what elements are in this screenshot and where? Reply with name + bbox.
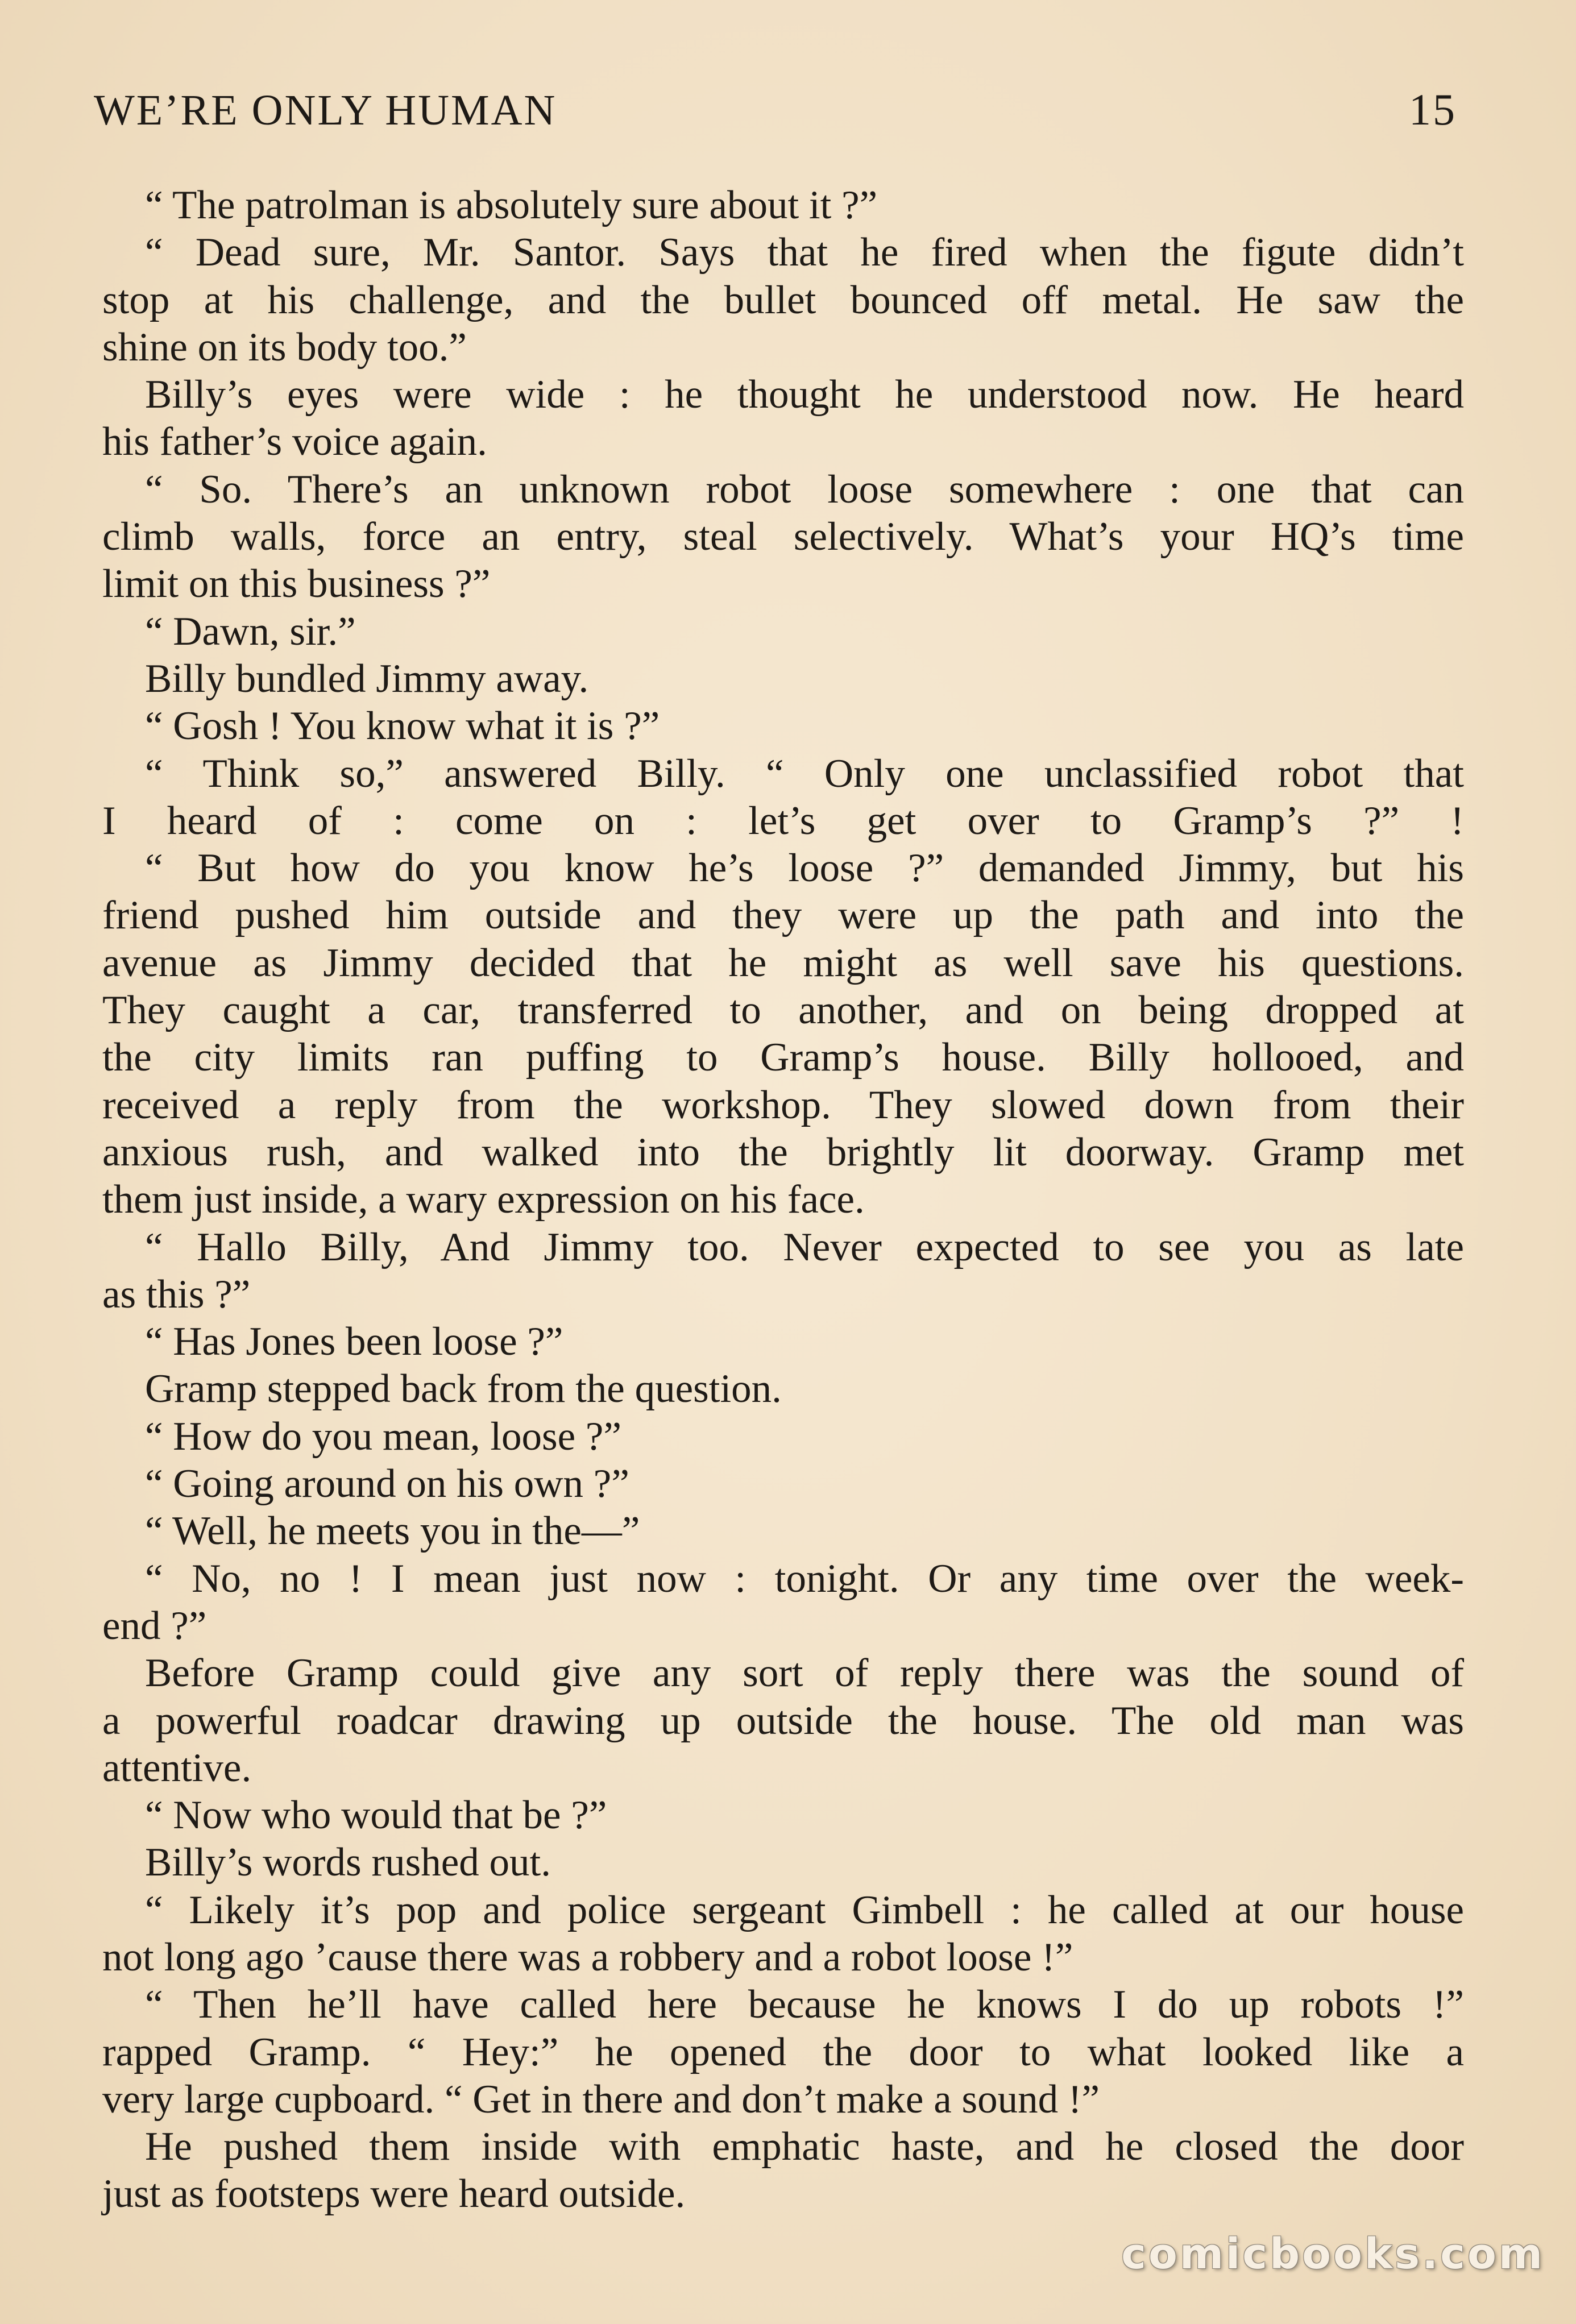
text-line: “ Has Jones been loose ?” <box>145 1319 563 1364</box>
text-line: received a reply from the workshop. They slowed down from their <box>102 1082 1464 1127</box>
text-line: “ Likely it’s pop and police sergeant Gimbell : he called at our house <box>145 1887 1464 1932</box>
text-line: attentive. <box>102 1745 252 1790</box>
text-line: Billy’s eyes were wide : he thought he understood now. He heard <box>145 372 1464 417</box>
text-line: “ Then he’ll have called here because he knows I do up robots !” <box>145 1982 1464 2027</box>
text-line: They caught a car, transferred to another, and on being dropped at <box>102 988 1464 1033</box>
text-line: climb walls, force an entry, steal selectively. What’s your HQ’s time <box>102 514 1464 559</box>
text-line: Billy bundled Jimmy away. <box>145 656 589 701</box>
text-line: “ Hallo Billy, And Jimmy too. Never expected to see you as late <box>145 1225 1464 1269</box>
text-line: Billy’s words rushed out. <box>145 1840 551 1885</box>
page-header <box>94 84 1457 135</box>
text-line: very large cupboard. “ Get in there and don’t make a sound !” <box>102 2077 1100 2122</box>
text-line: the city limits ran puffing to Gramp’s house. Billy hollooed, and <box>102 1035 1464 1080</box>
text-line: “ Now who would that be ?” <box>145 1793 607 1838</box>
text-line: his father’s voice again. <box>102 420 487 464</box>
text-line: “ Gosh ! You know what it is ?” <box>145 704 660 749</box>
text-line: “ Dead sure, Mr. Santor. Says that he fired when the figute didn’t <box>145 230 1464 275</box>
text-line: “ So. There’s an unknown robot loose somewhere : one that can <box>145 467 1464 512</box>
text-line: just as footsteps were heard outside. <box>102 2172 686 2217</box>
page-number: 15 <box>1409 85 1457 134</box>
text-line: as this ?” <box>102 1272 251 1317</box>
story-text <box>102 182 1464 2218</box>
text-line: rapped Gramp. “ Hey:” he opened the door to what looked like a <box>102 2030 1464 2074</box>
text-line: He pushed them inside with emphatic haste, and he closed the door <box>145 2124 1464 2169</box>
text-line: a powerful roadcar drawing up outside the house. The old man was <box>102 1698 1464 1743</box>
text-line: “ No, no ! I mean just now : tonight. Or any time over the week- <box>145 1556 1464 1601</box>
text-line: Before Gramp could give any sort of reply there was the sound of <box>145 1651 1464 1696</box>
text-line: limit on this business ?” <box>102 562 491 607</box>
text-line: stop at his challenge, and the bullet bounced off metal. He saw the <box>102 277 1464 322</box>
text-line: “ The patrolman is absolutely sure about it ?” <box>145 183 878 227</box>
text-line: Gramp stepped back from the question. <box>145 1367 782 1412</box>
text-line: “ Dawn, sir.” <box>145 609 356 654</box>
text-line: “ How do you mean, loose ?” <box>145 1414 621 1459</box>
text-line: not long ago ’cause there was a robbery and a robot loose !” <box>102 1935 1073 1979</box>
text-line: anxious rush, and walked into the brightly lit doorway. Gramp met <box>102 1130 1464 1175</box>
text-line: “ Going around on his own ?” <box>145 1462 629 1507</box>
watermark-logo: comicbooks.com <box>1121 2230 1545 2279</box>
text-line: avenue as Jimmy decided that he might as well save his questions. <box>102 940 1464 985</box>
text-line: end ?” <box>102 1603 207 1648</box>
text-line: shine on its body too.” <box>102 325 467 370</box>
text-line: “ Well, he meets you in the—” <box>145 1509 640 1554</box>
text-line: “ Think so,” answered Billy. “ Only one unclassified robot that <box>145 751 1464 796</box>
text-line: “ But how do you know he’s loose ?” demanded Jimmy, but his <box>145 846 1464 891</box>
text-line: friend pushed him outside and they were up the path and into the <box>102 893 1464 938</box>
text-line: I heard of : come on : let’s get over to Gramp’s ?” ! <box>102 798 1464 843</box>
text-line: them just inside, a wary expression on his face. <box>102 1177 865 1222</box>
running-title: WE’RE ONLY HUMAN <box>94 86 557 134</box>
